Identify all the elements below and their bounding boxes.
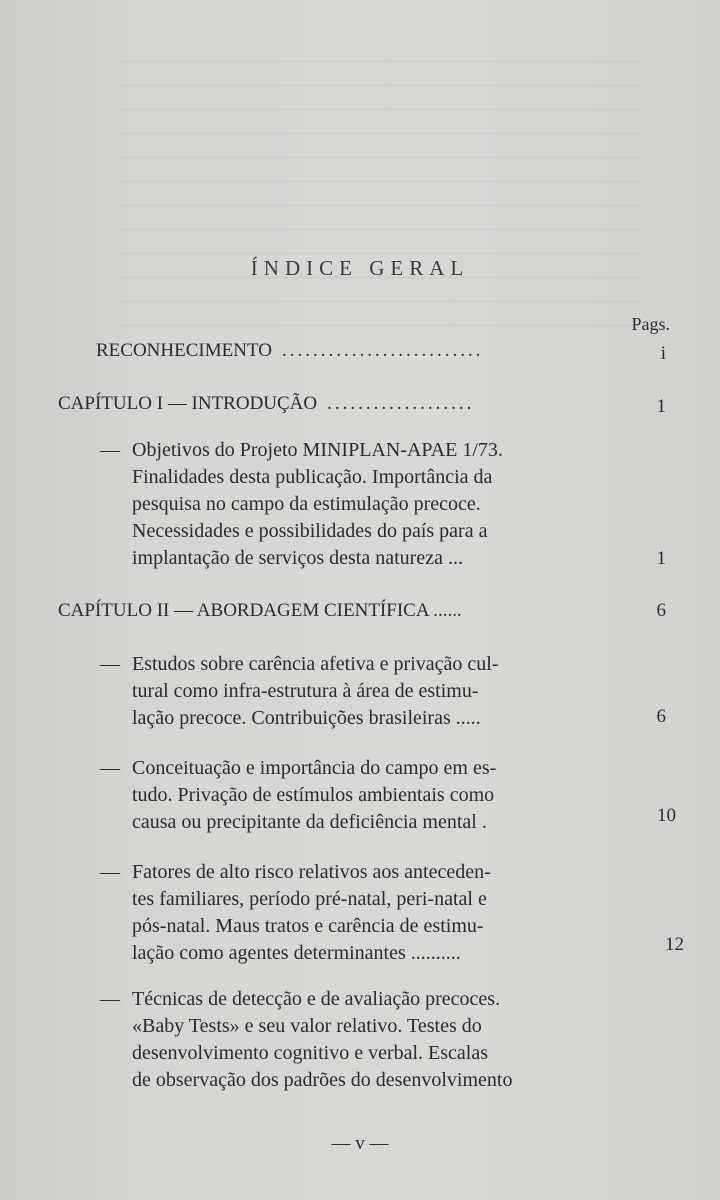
toc-page-number: 6 xyxy=(656,706,666,727)
em-dash: — xyxy=(100,757,120,779)
toc-page-number: 10 xyxy=(657,805,676,826)
em-dash: — xyxy=(100,988,120,1010)
toc-subentry[interactable] xyxy=(100,859,620,971)
toc-page-number: 1 xyxy=(656,548,666,569)
toc-page-number: i xyxy=(660,343,666,364)
toc-entry-label: RECONHECIMENTO xyxy=(96,340,272,361)
toc-subentry[interactable] xyxy=(100,755,620,839)
toc-page-number: 6 xyxy=(656,600,666,621)
em-dash: — xyxy=(100,861,120,883)
toc-entry-chapter-1[interactable] xyxy=(58,390,537,417)
toc-subentry[interactable] xyxy=(100,986,620,1098)
toc-subentry-text: Objetivos do Projeto MINIPLAN-APAE 1/73. Finalidades desta publicação. Importância da pesquisa no campo da estimulação precoce. Necessidades e possibilidades do país para a implantação de serviços desta natureza ... xyxy=(132,439,503,569)
toc-entry-reconhecimento[interactable] xyxy=(96,337,552,364)
toc-subentry-text: Técnicas de detecção e de avaliação precoces. «Baby Tests» e seu valor relativo. Testes do desenvolvimento cognitivo e verbal. Escalas de observação dos padrões do desenvolvimento xyxy=(132,988,513,1091)
toc-subentry-text: Conceituação e importância do campo em es- tudo. Privação de estímulos ambientais como causa ou precipitante da deficiência mental . xyxy=(132,757,497,833)
toc-subentry[interactable] xyxy=(100,651,620,735)
toc-entry-chapter-2[interactable] xyxy=(58,597,462,624)
leader-dots: ................... xyxy=(327,393,475,414)
page-folio: — v — xyxy=(331,1133,389,1154)
em-dash: — xyxy=(100,439,120,461)
toc-page-number: 1 xyxy=(656,396,666,417)
page-title: ÍNDICE GERAL xyxy=(250,256,470,280)
show-through-texture xyxy=(120,40,640,340)
toc-subentry-text: Fatores de alto risco relativos aos anteceden- tes familiares, período pré-natal, peri-natal e pós-natal. Maus tratos e carência de estimu- lação como agentes determinantes .......... xyxy=(132,861,491,964)
toc-entry-label: CAPÍTULO I — INTRODUÇÃO xyxy=(58,393,318,414)
toc-subentry[interactable] xyxy=(100,437,620,577)
toc-subentry-text: Estudos sobre carência afetiva e privação cul- tural como infra-estrutura à área de estimu- lação precoce. Contribuições brasileiras ..... xyxy=(132,653,499,729)
toc-page-number: 12 xyxy=(665,934,684,955)
em-dash: — xyxy=(100,653,120,675)
toc-entry-label: CAPÍTULO II — ABORDAGEM CIENTÍFICA ...... xyxy=(58,600,462,621)
leader-dots: .......................... xyxy=(281,340,484,361)
pages-column-header: Pags. xyxy=(631,314,670,334)
